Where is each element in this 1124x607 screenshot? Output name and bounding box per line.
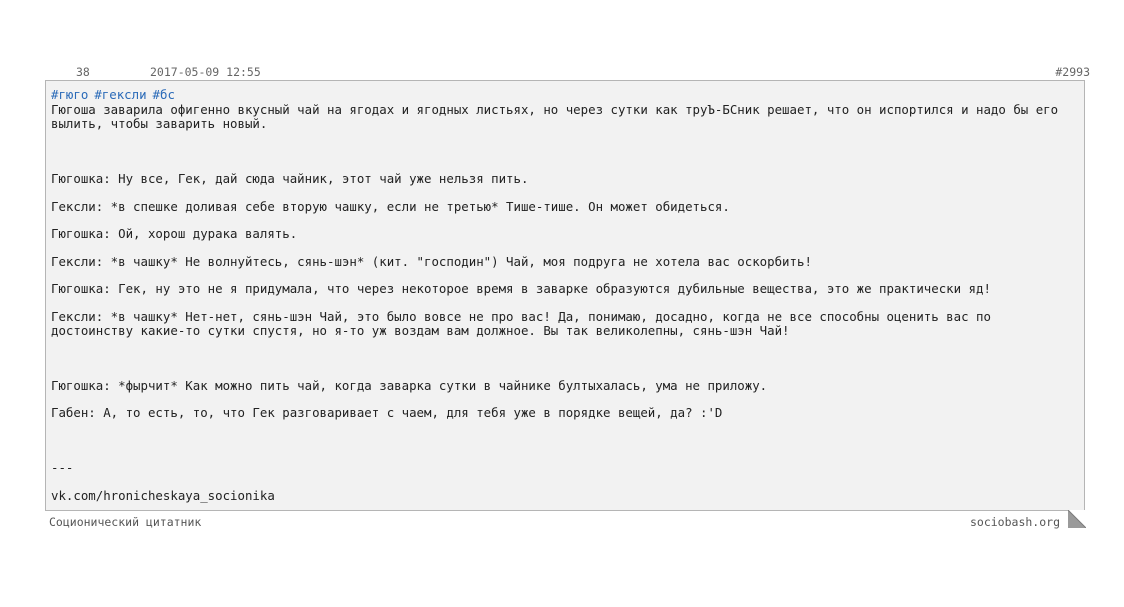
quote-line: Гюгошка: Ой, хорош дурака валять. bbox=[51, 226, 298, 241]
tag-link[interactable]: #бс bbox=[152, 87, 175, 102]
tag-link[interactable]: #гюго bbox=[51, 87, 89, 102]
quote-line: Гексли: *в чашку* Не волнуйтесь, сянь-шэн* (кит. "господин") Чай, моя подруга не хотела вас оскорбить! bbox=[51, 253, 812, 269]
quote-source: vk.com/hronicheskaya_socionika bbox=[51, 487, 275, 503]
quote-footer bbox=[45, 511, 1085, 531]
quote-line: Гюгошка: Ну все, Гек, дай сюда чайник, этот чай уже нельзя пить. bbox=[51, 171, 529, 186]
quote-date: 2017-05-09 12:55 bbox=[150, 65, 261, 79]
site-name: Соционический цитатник bbox=[49, 514, 202, 529]
quote-line: Габен: А, то есть, то, что Гек разговаривает с чаем, для тебя уже в порядке вещей, да? :'D bbox=[51, 405, 723, 420]
quote-body bbox=[45, 80, 1085, 511]
quote-card bbox=[45, 62, 1090, 531]
tag-link[interactable]: #гексли bbox=[94, 87, 147, 102]
quote-number-link[interactable]: #2993 bbox=[1055, 65, 1090, 79]
quote-separator: --- bbox=[51, 460, 74, 475]
quote-meta bbox=[45, 62, 1090, 80]
quote-line: Гюгоша заварила офигенно вкусный чай на ягодах и ягодных листьях, но через сутки как труЪ-БСник решает, что он испортился и надо бы его вылить, чтобы заварить новый. bbox=[51, 102, 1066, 131]
page-corner-icon[interactable] bbox=[1068, 510, 1086, 528]
quote-rating: 38 bbox=[76, 65, 90, 79]
site-domain-link[interactable]: sociobash.org bbox=[969, 514, 1060, 529]
quote-line: Гексли: *в чашку* Нет-нет, сянь-шэн Чай, это было вовсе не про вас! Да, понимаю, досадно, когда не все способны оценить вас по достоинству какие-то сутки спустя, но я-то уж воздам вам должное. Вы так великолепны, сянь-шэн Чай! bbox=[51, 308, 999, 338]
quote-line: Гюгошка: *фырчит* Как можно пить чай, когда заварка сутки в чайнике бултыхалась, ума не приложу. bbox=[51, 377, 768, 393]
tag-list bbox=[51, 88, 1075, 102]
quote-line: Гексли: *в спешке доливая себе вторую чашку, если не третью* Тише-тише. Он может обидеться. bbox=[51, 198, 730, 214]
quote-line: Гюгошка: Гек, ну это не я придумала, что через некоторое время в заварке образуются дубильные вещества, это же практически яд! bbox=[51, 281, 991, 296]
